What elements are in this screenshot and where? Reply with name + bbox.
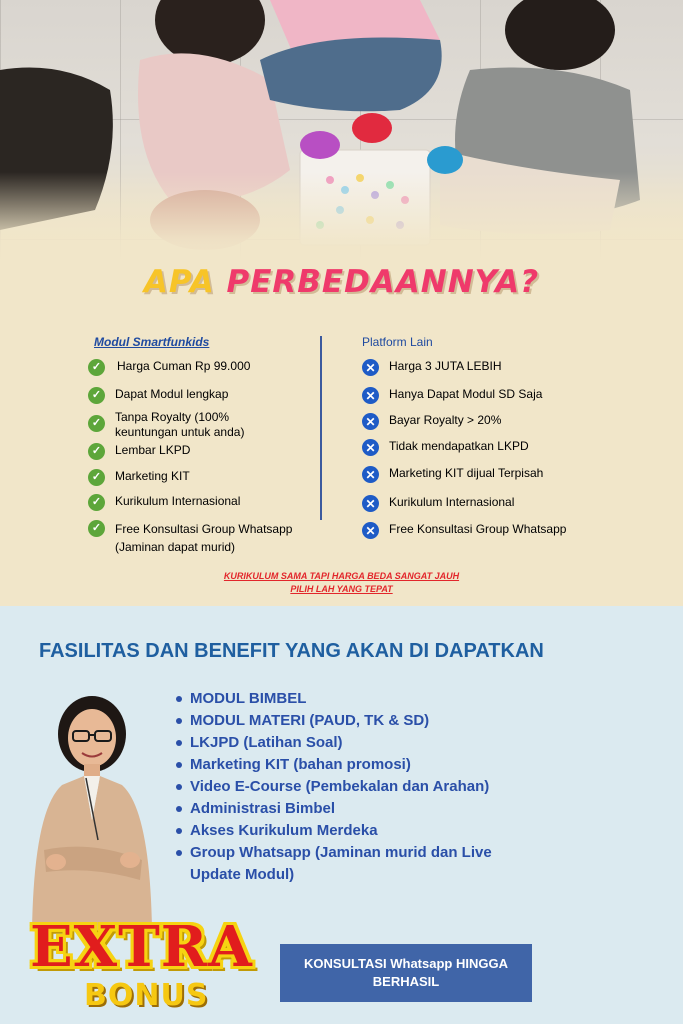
benefit-list <box>176 688 516 886</box>
check-icon: ✓ <box>88 494 105 511</box>
right-item-text: Harga 3 JUTA LEBIH <box>389 359 502 373</box>
left-item-text: Free Konsultasi Group Whatsapp (Jaminan dapat murid) <box>115 522 293 554</box>
left-item <box>88 520 313 556</box>
x-icon: ✕ <box>362 413 379 430</box>
woman-photo <box>22 690 162 930</box>
left-item-text: Harga Cuman Rp 99.000 <box>117 359 251 373</box>
benefit-item: MODUL BIMBEL <box>176 688 516 710</box>
right-item <box>362 466 543 483</box>
benefit-item: Administrasi Bimbel <box>176 798 516 820</box>
right-item-text: Hanya Dapat Modul SD Saja <box>389 387 543 401</box>
check-icon: ✓ <box>88 443 105 460</box>
right-item-text: Bayar Royalty > 20% <box>389 413 502 427</box>
left-item-text: Lembar LKPD <box>115 443 191 457</box>
check-icon: ✓ <box>88 520 105 537</box>
x-icon: ✕ <box>362 439 379 456</box>
right-item <box>362 387 542 404</box>
x-icon: ✕ <box>362 522 379 539</box>
benefit-item: Group Whatsapp (Jaminan murid dan Live Update Modul) <box>176 842 516 886</box>
bonus-heading: BONUS <box>84 978 209 1013</box>
left-item <box>88 443 190 460</box>
right-item <box>362 413 501 430</box>
benefit-item: LKJPD (Latihan Soal) <box>176 732 516 754</box>
left-item <box>88 410 288 440</box>
smartfunkids-column <box>86 332 306 352</box>
benefit-title: FASILITAS DAN BENEFIT YANG AKAN DI DAPATKAN <box>39 640 544 662</box>
extra-heading: EXTRA <box>30 914 253 980</box>
check-icon: ✓ <box>88 359 105 376</box>
platform-lain-column <box>360 332 620 352</box>
hero-photo <box>0 0 683 262</box>
benefit-item: MODUL MATERI (PAUD, TK & SD) <box>176 710 516 732</box>
left-item <box>88 387 228 404</box>
right-item <box>362 522 566 539</box>
right-item-text: Free Konsultasi Group Whatsapp <box>389 522 567 536</box>
right-item <box>362 359 502 376</box>
x-icon: ✕ <box>362 495 379 512</box>
check-icon: ✓ <box>88 387 105 404</box>
note-line-1: KURIKULUM SAMA TAPI HARGA BEDA SANGAT JAUH <box>223 571 460 581</box>
title-word-perbedaannya: PERBEDAANNYA? <box>226 264 540 300</box>
left-item <box>88 359 250 376</box>
check-icon: ✓ <box>88 469 105 486</box>
right-item-text: Tidak mendapatkan LKPD <box>389 439 529 453</box>
note-line-2: PILIH LAH YANG TEPAT <box>290 584 393 594</box>
benefit-item: Marketing KIT (bahan promosi) <box>176 754 516 776</box>
benefit-item: Akses Kurikulum Merdeka <box>176 820 516 842</box>
x-icon: ✕ <box>362 466 379 483</box>
right-item-text: Marketing KIT dijual Terpisah <box>389 466 544 480</box>
left-item <box>88 469 190 486</box>
right-item <box>362 495 514 512</box>
right-item <box>362 439 529 456</box>
left-item-text: Dapat Modul lengkap <box>115 387 229 401</box>
benefit-section <box>0 606 683 1024</box>
consult-whatsapp-label: KONSULTASI Whatsapp HINGGA BERHASIL <box>304 956 508 989</box>
x-icon: ✕ <box>362 359 379 376</box>
comparison-note <box>0 570 683 596</box>
left-item-text: Marketing KIT <box>115 469 190 483</box>
consult-whatsapp-button[interactable] <box>280 944 532 1002</box>
title-word-apa: APA <box>143 264 215 300</box>
platform-lain-heading: Platform Lain <box>362 335 433 349</box>
right-item-text: Kurikulum Internasional <box>389 495 515 509</box>
column-divider <box>320 336 322 520</box>
check-icon: ✓ <box>88 415 105 432</box>
smartfunkids-heading: Modul Smartfunkids <box>94 335 210 349</box>
comparison-title <box>0 264 683 300</box>
left-item <box>88 494 240 511</box>
left-item-text: Tanpa Royalty (100% keuntungan untuk anda) <box>115 410 245 439</box>
x-icon: ✕ <box>362 387 379 404</box>
benefit-item: Video E-Course (Pembekalan dan Arahan) <box>176 776 516 798</box>
left-item-text: Kurikulum Internasional <box>115 494 241 508</box>
